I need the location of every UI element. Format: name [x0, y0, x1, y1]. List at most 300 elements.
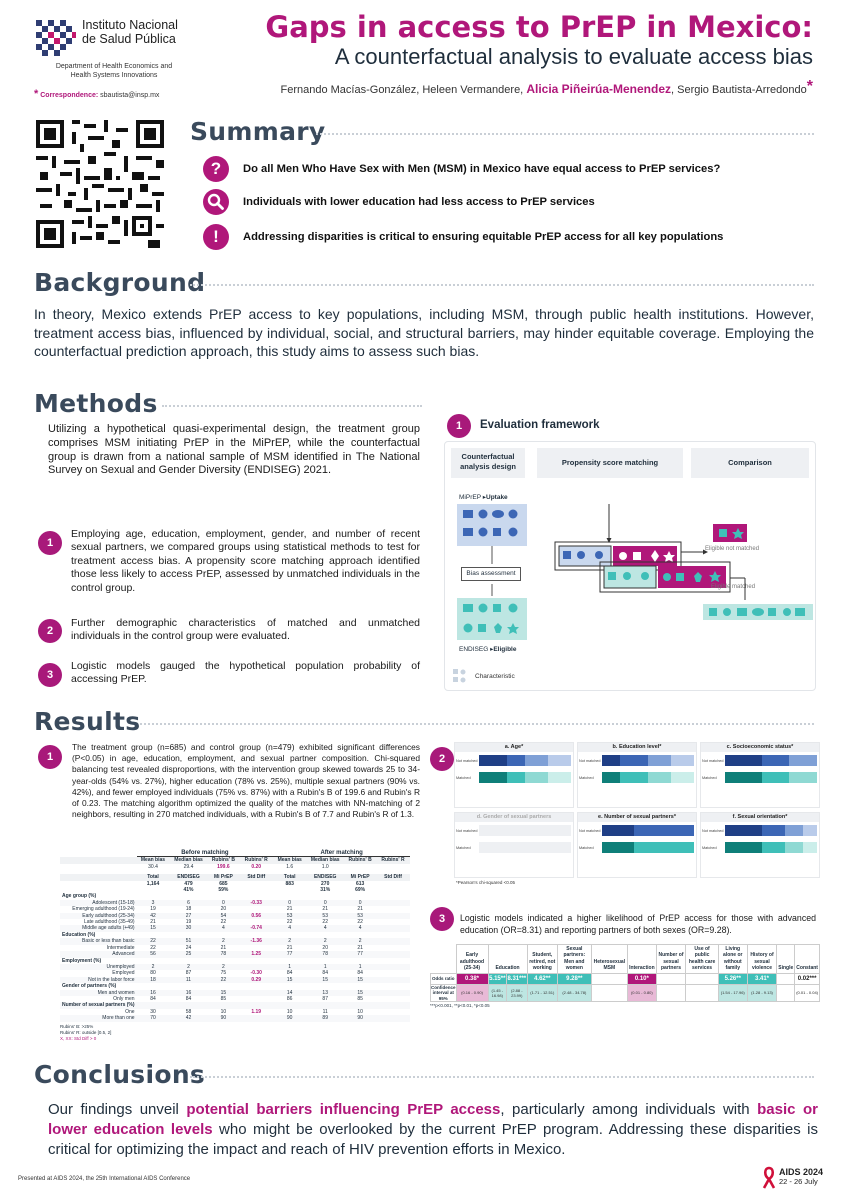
or-header: Constant — [795, 945, 820, 974]
table-cell: 84 — [322, 970, 328, 977]
table-cell: 22 — [150, 938, 156, 945]
table-cell: 87 — [322, 995, 328, 1002]
distribution-panel — [454, 742, 574, 808]
institute-name-line2: de Salud Pública — [82, 32, 176, 46]
stacked-bar-segment — [725, 755, 762, 766]
exclamation-icon: ! — [203, 224, 229, 250]
table-cell: 70 — [150, 1015, 156, 1022]
table-cell: 16 — [185, 989, 192, 996]
table-cell: Only men — [113, 995, 135, 1002]
authors-last: , Sergio Bautista-Arredondo — [671, 84, 807, 96]
department — [34, 62, 194, 80]
stacked-bar-segment — [762, 842, 785, 853]
table-cell: 86 — [286, 995, 293, 1002]
framework-col3-title: Comparison — [691, 448, 809, 478]
distribution-panel — [577, 812, 697, 878]
or-header: Heterosexual MSM — [591, 945, 627, 974]
correspondence — [34, 88, 159, 100]
conference-name: AIDS 2024 — [779, 1167, 824, 1177]
framework-number: 1 — [447, 414, 471, 438]
table-header: Mean bias — [277, 857, 302, 864]
table-cell: 84 — [150, 995, 156, 1002]
table-cell: 2 — [288, 938, 292, 945]
or-cell: 3.41* — [747, 973, 776, 984]
summary-item: Individuals with lower education had less access to PrEP services — [243, 196, 595, 208]
stacked-bar-segment — [602, 755, 620, 766]
row-label: Not matched — [579, 829, 601, 833]
table-header: Rubins' B — [348, 857, 372, 864]
distribution-panels — [454, 742, 820, 878]
row-label: Not matched — [702, 759, 724, 763]
table-cell: 84 — [185, 995, 192, 1002]
table-cell: 10 — [357, 1008, 363, 1015]
or-header: History of sexual violence — [747, 945, 776, 974]
stacked-bar-segment — [525, 755, 548, 766]
or-cell: (0.01 - 0.04) — [795, 984, 820, 1002]
row-label: Not matched — [579, 759, 601, 763]
panel-title: a. Age* — [455, 743, 573, 752]
table-cell: 21 — [357, 906, 363, 913]
stacked-bar-segment — [525, 772, 548, 783]
or-cell — [591, 973, 627, 984]
bias-assessment-box: Bias assessment — [461, 567, 521, 581]
table-cell: 27 — [185, 912, 192, 919]
or-header: Student, retired, not working — [527, 945, 557, 974]
table-cell: 0 — [358, 899, 362, 906]
distribution-panel — [577, 742, 697, 808]
table-cell: Number of sexual partners (%) — [62, 1002, 135, 1009]
row-label: Matched — [456, 846, 471, 850]
stacked-bar-segment — [634, 842, 694, 853]
table-cell: 85 — [357, 995, 363, 1002]
table-cell: 0.29 — [251, 976, 262, 983]
conclusions-part: , particularly among individuals with — [500, 1101, 758, 1118]
table-cell: 77 — [286, 951, 293, 958]
table-cell: 6 — [187, 899, 190, 906]
panel-title: c. Socioeconomic status* — [701, 743, 819, 752]
table-cell: Employed — [112, 970, 135, 977]
table-cell: 1.25 — [251, 951, 262, 958]
table-cell: 21 — [286, 906, 293, 913]
table-header: ENDISEG — [177, 874, 200, 881]
framework-title: Evaluation framework — [480, 419, 600, 431]
table-cell: 53 — [357, 912, 363, 919]
after-matching-title: After matching — [273, 850, 410, 857]
stacked-bar-segment — [671, 755, 694, 766]
step-number: 2 — [38, 619, 62, 643]
table-cell: 77 — [357, 951, 363, 958]
stacked-bar-segment — [479, 825, 525, 836]
or-cell: 8.31*** — [507, 973, 528, 984]
or-row-label: Confidence interval at 95% — [431, 984, 456, 1001]
or-cell: 0.38* — [456, 973, 488, 984]
table-cell: Men and women — [97, 989, 135, 996]
department-line1: Department of Health Economics and — [55, 63, 173, 70]
table-cell: Adolescent (15-18) — [92, 899, 135, 906]
table-cell: Early adulthood (25-34) — [82, 912, 135, 919]
before-matching-title: Before matching — [137, 850, 274, 857]
table-cell — [376, 1015, 410, 1021]
methods-step: Employing age, education, employment, gender, and number of recent sexual partners, we compared groups using statistical methods to test for treatment access bias. A propensity score matching approach identified those less likely to access PrEP, assessed by unmatched individuals in the control group. — [71, 528, 420, 594]
authors-first: Fernando Macías-González, Heleen Vermandere, — [280, 84, 527, 96]
or-note: ***p<0.001, **p<0.01, *p<0.05 — [430, 1003, 490, 1009]
correspondence-label: Correspondence: — [40, 92, 99, 99]
question-icon: ? — [203, 156, 229, 182]
result-number: 1 — [38, 745, 62, 769]
stacked-bar-segment — [648, 772, 671, 783]
poster-title: Gaps in access to PrEP in Mexico: — [265, 10, 813, 44]
or-cell — [777, 984, 795, 1002]
table-cell: 42 — [185, 1015, 192, 1022]
table-cell: 54 — [220, 912, 227, 919]
table-cell: 22 — [220, 976, 227, 983]
panel-title: d. Gender of sexual partners — [455, 813, 573, 822]
results-divider — [140, 723, 814, 725]
or-cell — [686, 984, 718, 1002]
table-cell: Education (%) — [62, 931, 96, 938]
stacked-bar-segment — [725, 842, 762, 853]
table-header: Median bias — [310, 857, 340, 864]
table-cell: 1.0 — [321, 863, 329, 870]
table-cell: 2 — [222, 938, 225, 945]
table-cell: 1 — [288, 963, 292, 970]
stacked-bar-segment — [602, 842, 634, 853]
table-cell: -0.74 — [250, 925, 262, 932]
table-cell: 21 — [322, 906, 328, 913]
or-header: Sexual partners: Men and women — [558, 945, 592, 974]
table-cell: 4 — [323, 925, 327, 932]
table-cell: 59% — [218, 887, 229, 894]
or-cell: 4.62** — [527, 973, 557, 984]
stacked-bar-segment — [803, 825, 817, 836]
author-presenting: Alicia Piñeirúa-Menendez — [526, 82, 672, 96]
qr-code-icon[interactable] — [36, 120, 164, 248]
or-row-label: Odds ratio — [431, 973, 457, 984]
institute-name-line1: Instituto Nacional — [82, 18, 178, 32]
row-label: Not matched — [456, 829, 478, 833]
stacked-bar-segment — [602, 825, 634, 836]
correspondence-email[interactable]: sbautista@insp.mx — [100, 92, 160, 99]
table-cell: 1.6 — [286, 863, 294, 870]
arrow-right-icon: ▸ — [482, 494, 486, 501]
table-cell: 90 — [220, 1015, 227, 1022]
or-cell: 0.02*** — [795, 973, 820, 984]
balance-table — [60, 850, 410, 1042]
or-header: Interaction — [628, 945, 657, 974]
stacked-bar-segment — [789, 755, 817, 766]
institute-logo-icon — [34, 18, 78, 58]
table-cell: More than one — [102, 1015, 135, 1022]
table-cell: 25 — [185, 951, 192, 958]
table-cell: 4 — [358, 925, 362, 932]
table-cell: 22 — [357, 919, 363, 926]
stacked-bar-segment — [525, 825, 571, 836]
row-label: Matched — [579, 776, 594, 780]
table-header: Rubins' B — [211, 857, 235, 864]
table-cell: 22 — [322, 919, 328, 926]
table-cell: 4 — [288, 925, 292, 932]
table-cell: 87 — [185, 970, 192, 977]
table-cell: 20 — [322, 944, 328, 951]
table-cell: Employment (%) — [62, 957, 102, 964]
table-cell: 1 — [323, 963, 327, 970]
table-cell: 2 — [222, 963, 225, 970]
stacked-bar-segment — [648, 755, 671, 766]
table-header: Rubins' R — [381, 857, 405, 864]
methods-step: Further demographic characteristics of matched and unmatched individuals in the control group were evaluated. — [71, 617, 420, 643]
table-cell: 11 — [185, 976, 192, 983]
table-cell: 613 — [355, 880, 365, 887]
table-cell: 80 — [150, 970, 156, 977]
framework-col2-title: Propensity score matching — [537, 448, 683, 478]
table-cell: Advanced — [112, 951, 135, 958]
table-cell: 0 — [222, 899, 225, 906]
distribution-panel — [700, 812, 820, 878]
corresponding-author-mark: * — [806, 78, 813, 95]
table-cell: 22 — [150, 944, 156, 951]
distribution-panel — [454, 812, 574, 878]
table-cell: 10 — [220, 1008, 227, 1015]
row-label: Not matched — [702, 829, 724, 833]
conclusions-highlight: potential barriers influencing PrEP access — [186, 1101, 501, 1118]
or-header: Single — [777, 945, 795, 974]
stacked-bar-segment — [671, 772, 694, 783]
table-cell: 479 — [184, 880, 193, 887]
table-cell: 2 — [151, 963, 155, 970]
table-cell: 16 — [150, 989, 156, 996]
table-cell: 1 — [358, 963, 362, 970]
or-cell: (1.71 - 12.51) — [527, 984, 557, 1002]
or-cell: 9.28** — [558, 973, 592, 984]
table-cell: 90 — [357, 1015, 363, 1022]
aids-ribbon-icon — [762, 1166, 776, 1190]
authors — [280, 78, 814, 96]
table-cell: 15 — [150, 925, 156, 932]
table-cell: 0 — [323, 899, 327, 906]
table-cell: 2 — [323, 938, 327, 945]
table-cell: 15 — [357, 976, 363, 983]
table-row — [60, 1015, 410, 1021]
table-cell: -1.36 — [250, 938, 262, 945]
stacked-bar-segment — [789, 772, 817, 783]
table-header: Mi PrEP — [350, 874, 370, 881]
stacked-bar-segment — [620, 772, 648, 783]
stacked-bar-segment — [525, 842, 571, 853]
row-label: Matched — [702, 846, 717, 850]
distribution-panel — [700, 742, 820, 808]
conclusions-part: Our findings unveil — [48, 1101, 187, 1118]
table-notes — [60, 1024, 410, 1042]
table-header: Mean bias — [140, 857, 166, 864]
summary-title: Summary — [190, 117, 326, 146]
methods-divider — [162, 405, 422, 407]
or-header: Living alone or without family — [718, 945, 747, 974]
table-cell: 1.19 — [251, 1008, 262, 1015]
table-cell: 30 — [150, 1008, 156, 1015]
table-cell: 31% — [320, 887, 331, 894]
panel-title: f. Sexual orientation* — [701, 813, 819, 822]
table-note: X, XX: Std Diff > 0 — [60, 1035, 97, 1041]
results-text — [72, 742, 420, 820]
poster-subtitle: A counterfactual analysis to evaluate access bias — [334, 44, 813, 69]
table-cell: 10 — [286, 1008, 293, 1015]
table-cell: 20 — [220, 906, 227, 913]
table-header: Mi PrEP — [213, 874, 233, 881]
evaluation-framework-diagram — [444, 441, 816, 691]
table-cell: 883 — [285, 880, 294, 887]
table-cell: -0.30 — [250, 970, 262, 977]
stacked-bar-segment — [548, 755, 571, 766]
table-cell: 78 — [322, 951, 328, 958]
table-cell: 41% — [183, 887, 194, 894]
table-cell: 2 — [358, 938, 362, 945]
table-cell: 53 — [286, 912, 293, 919]
or-cell: (0.16 - 0.90) — [456, 984, 488, 1002]
or-cell — [777, 973, 795, 984]
summary-item: Addressing disparities is critical to ensuring equitable PrEP access for all key populations — [243, 231, 724, 243]
table-cell: 53 — [322, 912, 328, 919]
table-cell: 19 — [150, 906, 156, 913]
table-cell: Middle age adults (+49) — [82, 925, 135, 932]
table-cell: 1,164 — [146, 880, 160, 887]
or-cell: (2.48 - 34.78) — [558, 984, 592, 1002]
row-label: Not matched — [456, 759, 478, 763]
stacked-bar-segment — [602, 772, 620, 783]
odds-ratio-grid — [430, 944, 820, 1002]
table-cell: 89 — [322, 1015, 328, 1022]
stacked-bar-segment — [634, 825, 694, 836]
summary-divider — [316, 133, 814, 135]
or-cell — [656, 973, 686, 984]
matched-label: Eligible matched — [711, 584, 756, 590]
table-cell: 22 — [220, 919, 227, 926]
table-note: Rubins' B: >25% — [60, 1023, 94, 1029]
endiseg-text: ENDISEG — [459, 646, 489, 653]
table-cell: 30.4 — [148, 863, 158, 870]
odds-ratio-table — [430, 944, 820, 1008]
or-cell: 5.26** — [718, 973, 747, 984]
background-divider — [190, 284, 814, 286]
table-cell: 15 — [220, 989, 227, 996]
table-cell: 0 — [288, 899, 292, 906]
table-cell: 270 — [321, 880, 330, 887]
table-cell: 84 — [286, 970, 293, 977]
or-cell: (2.88 - 23.99) — [507, 984, 528, 1002]
row-label: Matched — [702, 776, 717, 780]
or-header: Use of public health care services — [686, 945, 718, 974]
table-cell: 13 — [322, 989, 328, 996]
stacked-bar-segment — [762, 755, 790, 766]
department-line2: Health Systems Innovations — [70, 72, 158, 79]
stacked-bar-segment — [785, 825, 803, 836]
panel-note: *Pearson's chi-squared <0.05 — [456, 880, 516, 885]
stacked-bar-segment — [479, 755, 507, 766]
table-cell: 58 — [185, 1008, 192, 1015]
table-header: Median bias — [174, 857, 203, 864]
table-cell: -0.33 — [250, 899, 262, 906]
characteristic-icon — [453, 669, 467, 683]
table-cell: 30 — [185, 925, 192, 932]
table-cell: 56 — [150, 951, 156, 958]
table-cell: 15 — [357, 989, 363, 996]
panel-title: e. Number of sexual partners* — [578, 813, 696, 822]
table-cell: 22 — [286, 919, 293, 926]
or-cell: (0.01 - 0.80) — [628, 984, 657, 1002]
table-header — [431, 945, 457, 974]
table-header: Std Diff — [384, 874, 402, 881]
or-cell: (1.45 - 16.98) — [488, 984, 507, 1002]
or-cell: (1.28 - 9.13) — [747, 984, 776, 1002]
table-cell: Unemployed — [106, 963, 135, 970]
table-cell: Age group (%) — [62, 893, 97, 900]
table-header: Std Diff — [247, 874, 266, 881]
stacked-bar-segment — [725, 772, 762, 783]
conclusions-part: who might be overlooked by the current PrEP program. Addressing these disparities is critical for optimizing the impact and reach of HIV prevention efforts in Mexico. — [48, 1121, 818, 1158]
table-cell: 19 — [185, 919, 192, 926]
table-header: ENDISEG — [313, 874, 337, 881]
step-number: 1 — [38, 531, 62, 555]
stacked-bar-segment — [507, 755, 525, 766]
table-cell: 78 — [220, 951, 227, 958]
stacked-bar-segment — [785, 842, 803, 853]
or-cell: 5.15** — [488, 973, 507, 984]
table-cell: 4 — [222, 925, 225, 932]
or-header: Number of sexual partners — [656, 945, 686, 974]
or-cell — [656, 984, 686, 1002]
table-cell: 18 — [150, 976, 156, 983]
table-cell: Emerging adulthood (19-24) — [72, 906, 135, 913]
stacked-bar-segment — [762, 825, 785, 836]
stacked-bar-segment — [479, 842, 525, 853]
balance-table-grid — [60, 850, 410, 1022]
table-cell: Late adulthood (35-49) — [83, 919, 135, 926]
result-number: 2 — [430, 747, 454, 771]
background-text: In theory, Mexico extends PrEP access to key populations, including MSM, through public health institutions. However, treatment access bias, influenced by individual, social, and structural barriers, may hinder equitable coverage. Employing the counterfactual prediction approach, this study aims to assess such bias. — [34, 306, 814, 359]
table-cell: 3 — [151, 899, 155, 906]
background-title: Background — [34, 268, 206, 297]
table-cell: 69% — [355, 887, 366, 894]
row-label: Matched — [579, 846, 594, 850]
conclusions-title: Conclusions — [34, 1060, 206, 1089]
endiseg-group-icon — [455, 584, 545, 644]
eligible-text: Eligible — [493, 646, 517, 653]
or-cell: 0.10* — [628, 973, 657, 984]
results-title: Results — [34, 707, 141, 736]
table-cell: 90 — [286, 1015, 293, 1022]
not-matched-label: Eligible not matched — [705, 546, 760, 552]
endiseg-label — [459, 645, 516, 653]
characteristic-label: Characteristic — [475, 673, 515, 680]
table-cell: 84 — [357, 970, 363, 977]
table-cell: 29.4 — [183, 863, 194, 870]
table-cell: One — [125, 1008, 135, 1015]
table-cell: 21 — [150, 919, 156, 926]
or-cell — [686, 973, 718, 984]
table-cell: 199.6 — [217, 863, 230, 870]
table-header: Total — [283, 874, 296, 881]
table-header: Rubins' R — [244, 857, 268, 864]
table-cell: 685 — [219, 880, 228, 887]
results-text-3: Logistic models indicated a higher likelihood of PrEP access for those with advanced education (OR=8.31) and reporting partners of both sexes (OR=9.28). — [460, 913, 816, 935]
stacked-bar-segment — [479, 772, 507, 783]
summary-item: Do all Men Who Have Sex with Men (MSM) in Mexico have equal access to PrEP services? — [243, 163, 721, 175]
results-paragraph: The treatment group (n=685) and control group (n=479) exhibited significant differences (P<0.05) in age, education, employment, and sexual partner composition. Chi-squared balancing test revealed disproportions, with the intervention group skewed towards 25 to 34-year-olds (54% vs. 27%), higher education (78% vs. 25%), multiple sexual partners (90% vs. 42%), and fewer employed individuals (75% vs. 87%) with a Rubin's B of 199.6 and Rubin's R of 0.23. The matching algorithm optimized the quality of the matches with NN-matching of 2 neighbors, resulting in 270 matched individuals, with a Rubin's B of 7.7 and Rubin's R of 1.3. — [72, 742, 420, 820]
stacked-bar-segment — [803, 842, 817, 853]
row-label: Matched — [456, 776, 471, 780]
footer-presented: Presented at AIDS 2024, the 25th International AIDS Conference — [18, 1176, 191, 1182]
miprep-label — [459, 493, 508, 501]
table-cell: 15 — [322, 976, 328, 983]
